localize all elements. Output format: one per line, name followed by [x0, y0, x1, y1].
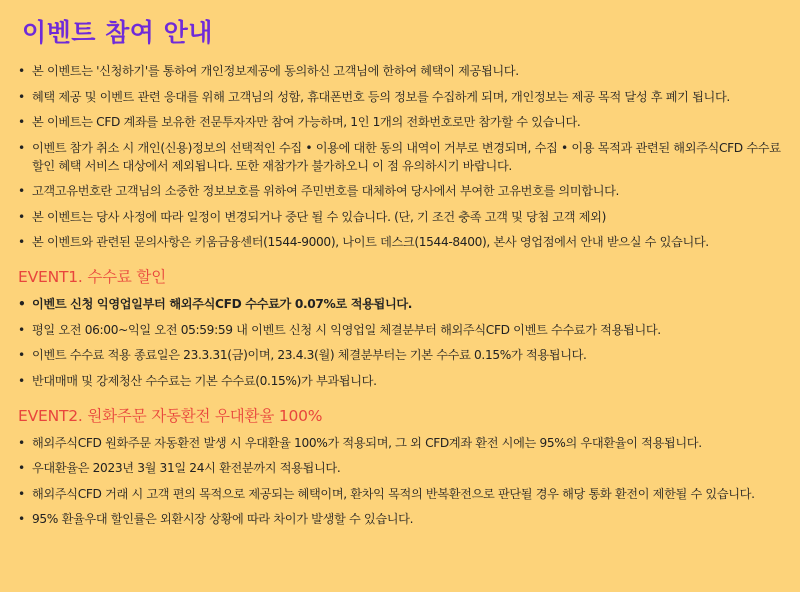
event1-title: EVENT1. 수수료 할인 [18, 268, 166, 286]
list-item: • 95% 환율우대 할인률은 외환시장 상황에 따라 차이가 발생할 수 있습니다. [18, 510, 788, 528]
list-item: • 반대매매 및 강제청산 수수료는 기본 수수료(0.15%)가 부과됩니다. [18, 372, 788, 390]
list-item: • 이벤트 수수료 적용 종료일은 23.3.31(금)이며, 23.4.3(월) 체결분부터는 기본 수수료 0.15%가 적용됩니다. [18, 346, 788, 364]
event2-notes-list [18, 434, 788, 529]
event1-notes-list [18, 295, 788, 390]
list-item: • 본 이벤트는 '신청하기'를 통하여 개인정보제공에 동의하신 고객님에 한하여 혜택이 제공됩니다. [18, 62, 788, 80]
list-item: • 이벤트 참가 취소 시 개인(신용)정보의 선택적인 수집 • 이용에 대한 동의 내역이 거부로 변경되며, 수집 • 이용 목적과 관련된 해외주식CFD 수수료 할인 혜택 서비스 대상에서 제외됩니다. 또한 재참가가 불가하오니 이 점 유의하시기 바랍니다. [18, 139, 788, 175]
list-item: • 우대환율은 2023년 3월 31일 24시 환전분까지 적용됩니다. [18, 459, 788, 477]
list-item: • 해외주식CFD 원화주문 자동환전 발생 시 우대환율 100%가 적용되며, 그 외 CFD계좌 환전 시에는 95%의 우대환율이 적용됩니다. [18, 434, 788, 452]
list-item: • 평일 오전 06:00~익일 오전 05:59:59 내 이벤트 신청 시 익영업일 체결분부터 해외주식CFD 이벤트 수수료가 적용됩니다. [18, 321, 788, 339]
list-item: • 이벤트 신청 익영업일부터 해외주식CFD 수수료가 0.07%로 적용됩니다. [18, 295, 788, 313]
list-item: • 혜택 제공 및 이벤트 관련 응대를 위해 고객님의 성함, 휴대폰번호 등의 정보를 수집하게 되며, 개인정보는 제공 목적 달성 후 폐기 됩니다. [18, 88, 788, 106]
list-item: • 고객고유번호란 고객님의 소중한 정보보호를 위하여 주민번호를 대체하여 당사에서 부여한 고유번호를 의미합니다. [18, 182, 788, 200]
list-item: • 본 이벤트는 당사 사정에 따라 일정이 변경되거나 중단 될 수 있습니다. (단, 기 조건 충족 고객 및 당첨 고객 제외) [18, 208, 788, 226]
list-item: • 본 이베트는 CFD 계좌를 보유한 전문투자자만 참여 가능하며, 1인 1개의 전화번호로만 참가할 수 있습니다. [18, 113, 788, 131]
general-notes-list [18, 62, 788, 251]
page-title: 이벤트 참여 안내 [22, 18, 213, 47]
list-item: • 본 이벤트와 관련된 문의사항은 키움금융센터(1544-9000), 나이트 데스크(1544-8400), 본사 영업점에서 안내 받으실 수 있습니다. [18, 233, 788, 251]
event2-title: EVENT2. 원화주문 자동환전 우대환율 100% [18, 406, 323, 425]
list-item: • 해외주식CFD 거래 시 고객 편의 목적으로 제공되는 혜택이며, 환차익 목적의 반복환전으로 판단될 경우 해당 통화 환전이 제한될 수 있습니다. [18, 485, 788, 503]
